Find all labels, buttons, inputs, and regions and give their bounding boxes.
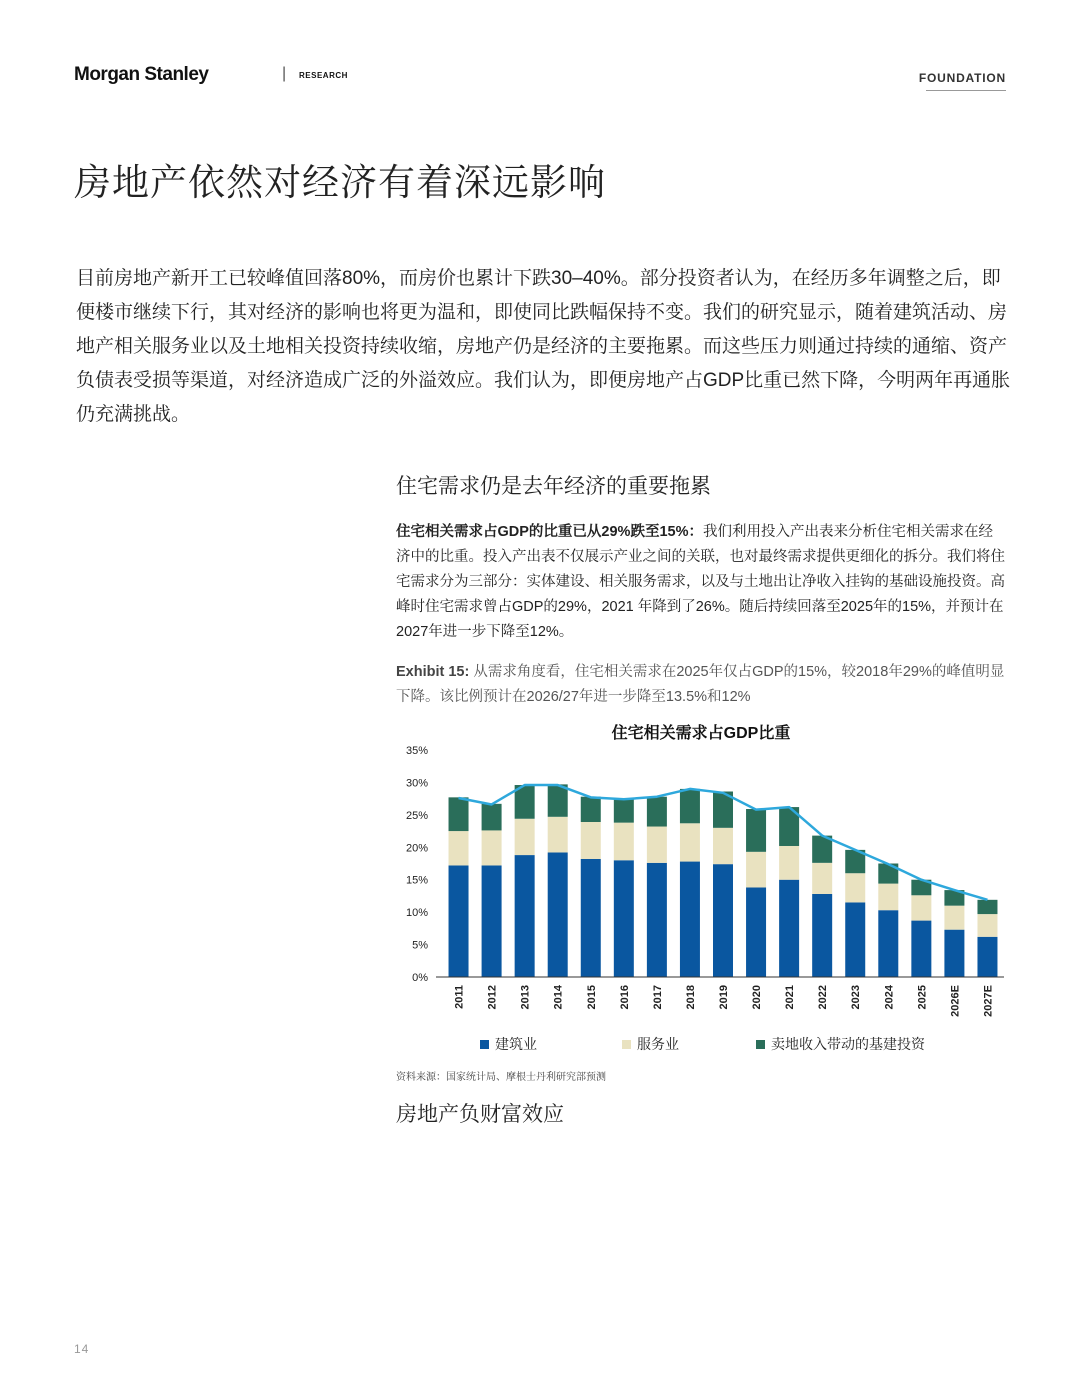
x-tick-label: 2020 (751, 985, 764, 1010)
x-tick-label: 2024 (883, 985, 896, 1010)
housing-demand-paragraph (396, 520, 1006, 645)
bar-segment-infrastructure (581, 797, 601, 822)
x-tick-label: 2025 (916, 985, 929, 1010)
bar-segment-services (614, 823, 634, 861)
bar-segment-services (713, 828, 733, 864)
x-tick-label: 2014 (552, 985, 565, 1010)
bar-segment-construction (680, 862, 700, 977)
bar-segment-construction (647, 863, 667, 977)
bar-segment-services (812, 863, 832, 894)
bar-segment-construction (911, 921, 931, 977)
brand-separator: | (282, 65, 287, 82)
bar-segment-construction (713, 864, 733, 977)
section-title-wealth-effect: 房地产负财富效应 (396, 1103, 564, 1126)
legend-swatch-construction (480, 1040, 489, 1049)
legend-swatch-services (622, 1040, 631, 1049)
bar-segment-construction (746, 887, 766, 977)
paragraph-lead: 住宅相关需求占GDP的比重已从29%跌至15%： (396, 524, 703, 540)
bar-segment-construction (977, 937, 997, 977)
x-tick-label: 2013 (519, 985, 532, 1010)
bar-segment-infrastructure (482, 804, 502, 831)
legend-item-services (622, 1034, 679, 1054)
bar-segment-construction (779, 880, 799, 977)
y-tick-label: 25% (405, 809, 428, 822)
bar-segment-services (680, 823, 700, 861)
paragraph-body: 我们利用投入产出表来分析住宅相关需求在经济中的比重。投入产出表不仅展示产业之间的关联，也对最终需求提供更细化的拆分。我们将住宅需求分为三部分：实体建设、相关服务需求，以及与土地出让净收入挂钩的基础设施投资。高峰时住宅需求曾占GDP的29%，2021 年降到了26%。随后持续回落至2025年的15%，并预计在2027年进一步下降至12%。 (396, 524, 1005, 640)
page-header (74, 64, 1006, 92)
y-tick-label: 35% (405, 745, 428, 757)
bar-segment-services (911, 895, 931, 920)
bar-segment-services (845, 873, 865, 902)
bar-segment-services (944, 906, 964, 930)
bar-segment-infrastructure (614, 799, 634, 823)
bar-segment-infrastructure (647, 797, 667, 827)
page-title: 房地产依然对经济有着深远影响 (74, 162, 606, 203)
bar-segment-construction (449, 865, 469, 977)
bar-segment-services (548, 817, 568, 853)
x-tick-label: 2023 (850, 985, 863, 1010)
y-tick-label: 30% (405, 777, 428, 790)
bar-segment-construction (614, 860, 634, 977)
bar-segment-services (449, 831, 469, 865)
bar-segment-construction (944, 930, 964, 977)
foundation-label: FOUNDATION (918, 71, 1006, 85)
y-tick-label: 20% (405, 842, 428, 855)
x-tick-label: 2027E (982, 985, 995, 1017)
legend-label-infrastructure: 卖地收入带动的基建投资 (771, 1036, 925, 1052)
bar-segment-construction (812, 894, 832, 977)
bar-segment-infrastructure (746, 809, 766, 852)
exhibit-text: 从需求角度看，住宅相关需求在2025年仅占GDP的15%，较2018年29%的峰值明显下降。该比例预计在2026/27年进一步降至13.5%和12% (396, 664, 1005, 705)
bar-segment-construction (581, 859, 601, 977)
stacked-bar-chart (396, 740, 1006, 1030)
x-tick-label: 2017 (651, 985, 664, 1010)
section-title-housing-demand: 住宅需求仍是去年经济的重要拖累 (396, 475, 711, 498)
bar-segment-services (977, 914, 997, 937)
chart-source: 资料来源：国家统计局、摩根士丹利研究部预测 (396, 1072, 606, 1083)
bar-segment-infrastructure (449, 797, 469, 831)
page-number: 14 (74, 1342, 90, 1356)
bar-segment-infrastructure (680, 789, 700, 823)
bar-segment-services (647, 827, 667, 863)
bar-segment-services (779, 846, 799, 880)
bar-segment-construction (845, 902, 865, 977)
bar-segment-services (746, 852, 766, 888)
y-tick-label: 5% (412, 939, 428, 952)
exhibit-caption (396, 660, 1006, 710)
legend-label-services: 服务业 (637, 1036, 679, 1052)
header-rule (926, 90, 1006, 91)
bar-segment-services (482, 830, 502, 865)
chart-legend (396, 1034, 1006, 1054)
x-tick-label: 2019 (718, 985, 730, 1010)
bar-segment-infrastructure (548, 784, 568, 816)
x-tick-label: 2026E (949, 985, 962, 1017)
exhibit-label: Exhibit 15: (396, 664, 470, 680)
legend-label-construction: 建筑业 (495, 1036, 537, 1052)
intro-paragraph: 目前房地产新开工已较峰值回落80%，而房价也累计下跌30–40%。部分投资者认为，在经历多年调整之后，即便楼市继续下行，其对经济的影响也将更为温和，即使同比跌幅保持不变。我们的研究显示，随着建筑活动、房地产相关服务业以及土地相关投资持续收缩，房地产仍是经济的主要拖累。而这些压力则通过持续的通缩、资产负债表受损等渠道，对经济造成广泛的外溢效应。我们认为，即便房地产占GDP比重已然下降，今明两年再通胀仍充满挑战。 (76, 268, 1011, 425)
bar-segment-services (581, 822, 601, 859)
bar-segment-services (878, 884, 898, 911)
bar-segment-construction (482, 865, 502, 977)
y-tick-label: 10% (405, 907, 428, 920)
x-tick-label: 2021 (784, 985, 797, 1010)
x-tick-label: 2012 (486, 985, 499, 1010)
x-tick-label: 2016 (618, 985, 631, 1010)
y-tick-label: 0% (412, 972, 428, 984)
y-tick-label: 15% (405, 874, 428, 887)
x-tick-label: 2018 (684, 985, 697, 1010)
bar-segment-infrastructure (977, 900, 997, 914)
research-label: RESEARCH (299, 71, 348, 80)
brand-logo: Morgan Stanley (74, 64, 209, 85)
x-tick-label: 2015 (585, 985, 598, 1010)
x-tick-label: 2011 (453, 985, 466, 1009)
legend-item-infrastructure (756, 1034, 925, 1054)
legend-swatch-infrastructure (756, 1040, 765, 1049)
bar-segment-services (515, 819, 535, 855)
x-tick-label: 2022 (817, 985, 830, 1010)
chart-title: 住宅相关需求占GDP比重 (611, 725, 791, 742)
bar-segment-construction (878, 910, 898, 977)
legend-item-construction (480, 1034, 537, 1054)
bar-segment-construction (515, 855, 535, 977)
bar-segment-construction (548, 852, 568, 977)
